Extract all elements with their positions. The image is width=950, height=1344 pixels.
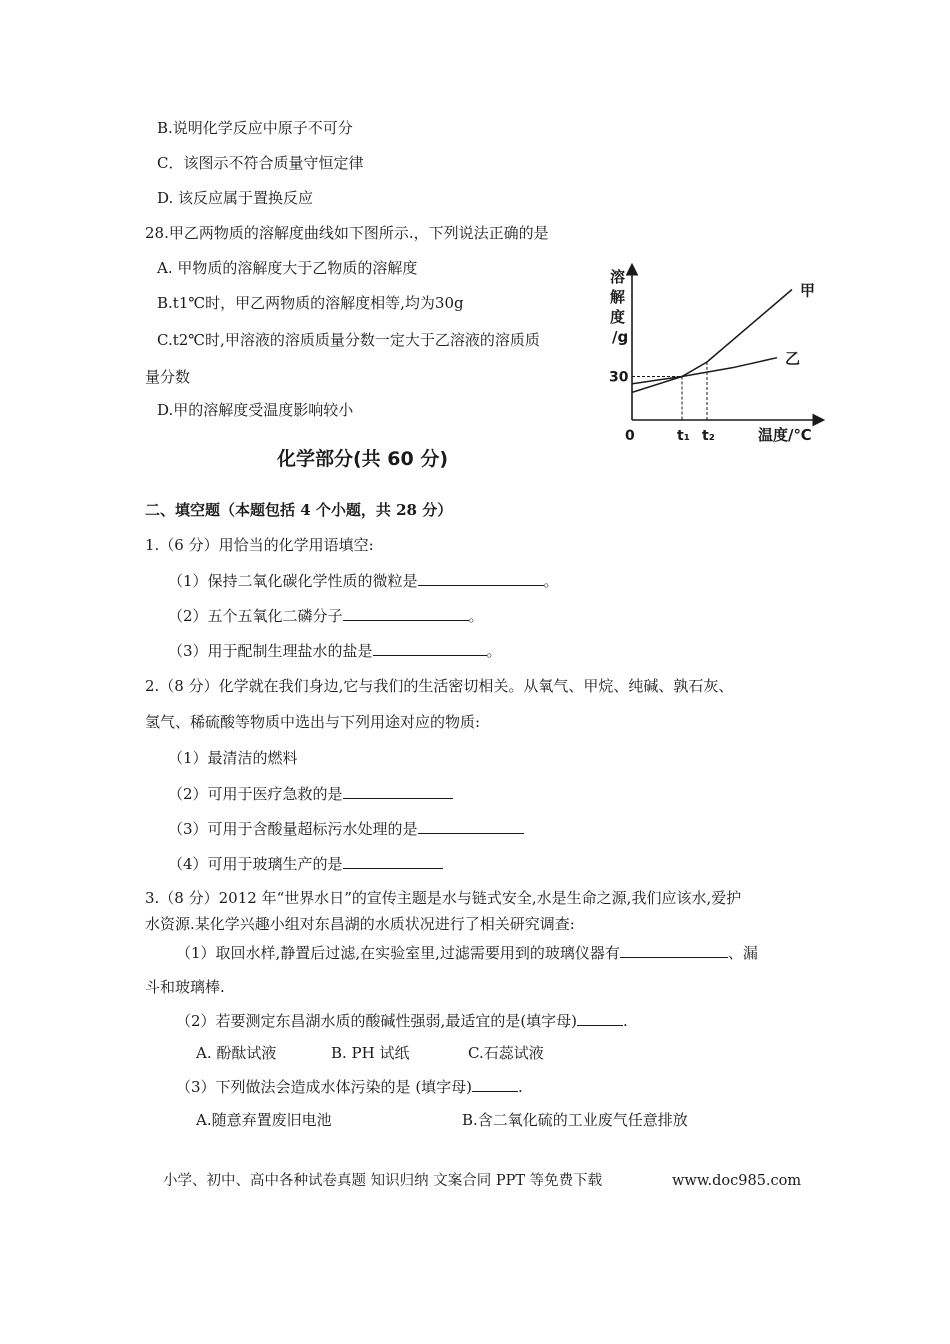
- answer-blank[interactable]: [343, 783, 453, 799]
- q3-sub3: [176, 1076, 523, 1097]
- chart-labels: [609, 268, 815, 444]
- y-axis-label-part: 度: [610, 308, 626, 326]
- solubility-chart: [600, 262, 830, 452]
- y-axis-label-part: 解: [610, 288, 626, 306]
- answer-blank[interactable]: [343, 605, 469, 621]
- q2-item-3-text: （3）可用于含酸量超标污水处理的是: [168, 820, 418, 838]
- q3-sub2-option-c: C.石蕊试液: [468, 1044, 544, 1062]
- footer-text: 小学、初中、高中各种试卷真题 知识归纳 文案合同 PPT 等免费下载: [163, 1173, 603, 1189]
- q2-item-1: [168, 748, 298, 768]
- q2-item-4: [168, 853, 443, 874]
- series-line-jia: [632, 290, 792, 393]
- answer-blank[interactable]: [373, 640, 487, 656]
- q1-item-3: [168, 640, 502, 661]
- series-label-yi: 乙: [785, 349, 801, 368]
- q27-option-d: D. 该反应属于置换反应: [157, 189, 314, 207]
- q2-item-2: [168, 783, 453, 804]
- answer-blank[interactable]: [343, 853, 443, 869]
- q3-sub2-end: .: [623, 1012, 628, 1030]
- answer-blank[interactable]: [620, 942, 728, 958]
- q1-stem: 1.（6 分）用恰当的化学用语填空:: [145, 536, 374, 554]
- q28-option-c: C.t2℃时,甲溶液的溶质质量分数一定大于乙溶液的溶质质: [157, 331, 540, 349]
- x-axis-label: 温度/℃: [758, 426, 812, 444]
- q3-sub3-text: （3）下列做法会造成水体污染的是 (填字母): [176, 1078, 473, 1096]
- q3-sub2-option-a: A. 酚酞试液: [196, 1044, 277, 1062]
- answer-blank[interactable]: [418, 570, 544, 586]
- q3-stem-line1: 3.（8 分）2012 年“世界水日”的宣传主题是水与链式安全,水是生命之源,我们应该水,爱护: [145, 889, 742, 907]
- origin-label: 0: [625, 428, 635, 444]
- q3-sub2-option-b: B. PH 试纸: [331, 1044, 410, 1062]
- q1-item-3-end: 。: [486, 642, 502, 660]
- q2-item-4-text: （4）可用于玻璃生产的是: [168, 855, 343, 873]
- q3-sub1: [176, 942, 758, 963]
- q1-item-3-text: （3）用于配制生理盐水的盐是: [168, 642, 373, 660]
- footer-url: www.doc985.com: [672, 1173, 802, 1189]
- solubility-curves: [632, 290, 792, 393]
- q2-item-2-text: （2）可用于医疗急救的是: [168, 785, 343, 803]
- q1-item-2-end: 。: [468, 607, 484, 625]
- q3-sub2: [176, 1010, 628, 1031]
- q28-stem: 28.甲乙两物质的溶解度曲线如下图所示.，下列说法正确的是: [145, 224, 549, 242]
- q1-item-2: [168, 605, 484, 626]
- q3-sub3-option-b: B.含二氧化硫的工业废气任意排放: [462, 1111, 688, 1129]
- q2-item-1-text: （1）最清洁的燃料: [168, 749, 298, 767]
- q3-stem-line2: 水资源.某化学兴趣小组对东昌湖的水质状况进行了相关研究调查:: [145, 915, 575, 933]
- q28-option-b: B.t1℃时，甲乙两物质的溶解度相等,均为30g: [157, 294, 464, 312]
- q1-item-1-text: （1）保持二氧化碳化学性质的微粒是: [168, 572, 418, 590]
- q28-option-c-cont: 量分数: [145, 368, 191, 386]
- q2-stem-line1: 2.（8 分）化学就在我们身边,它与我们的生活密切相关。从氧气、甲烷、纯碱、孰石灰、: [145, 677, 734, 695]
- q2-item-3: [168, 818, 524, 839]
- q28-option-a: A. 甲物质的溶解度大于乙物质的溶解度: [157, 259, 418, 277]
- section2-heading: 二、填空题（本题包括 4 个小题，共 28 分）: [145, 501, 453, 519]
- y-tick-label: 30: [609, 369, 629, 386]
- q27-option-b: B.说明化学反应中原子不可分: [157, 119, 353, 137]
- answer-blank[interactable]: [472, 1076, 518, 1092]
- q3-sub3-end: .: [518, 1078, 523, 1096]
- x-tick-label: t₂: [702, 428, 715, 444]
- q3-sub1-cont: 斗和玻璃棒.: [145, 978, 225, 996]
- q2-stem-line2: 氢气、稀硫酸等物质中选出与下列用途对应的物质:: [145, 713, 481, 731]
- q1-item-2-text: （2）五个五氧化二磷分子: [168, 607, 343, 625]
- q3-sub1-text: （1）取回水样,静置后过滤,在实验室里,过滤需要用到的玻璃仪器有: [176, 944, 620, 962]
- reference-dashed-lines: [632, 362, 707, 420]
- y-axis-label-part: 溶: [610, 268, 626, 286]
- q28-option-d: D.甲的溶解度受温度影响较小: [157, 401, 354, 419]
- q3-sub2-text: （2）若要测定东昌湖水质的酸碱性强弱,最适宜的是(填字母): [176, 1012, 578, 1030]
- answer-blank[interactable]: [418, 818, 524, 834]
- q3-sub1-end: 、漏: [727, 944, 758, 962]
- q1-item-1: [168, 570, 559, 591]
- series-label-jia: 甲: [800, 281, 816, 300]
- answer-blank[interactable]: [577, 1010, 623, 1026]
- q27-option-c: C．该图示不符合质量守恒定律: [157, 154, 364, 172]
- section-title: 化学部分(共 60 分): [277, 448, 449, 470]
- q1-item-1-end: 。: [543, 572, 559, 590]
- q3-sub3-option-a: A.随意弃置废旧电池: [196, 1111, 332, 1129]
- y-axis-label-part: /g: [612, 328, 629, 346]
- series-line-yi: [632, 358, 777, 384]
- x-tick-label: t₁: [677, 428, 690, 444]
